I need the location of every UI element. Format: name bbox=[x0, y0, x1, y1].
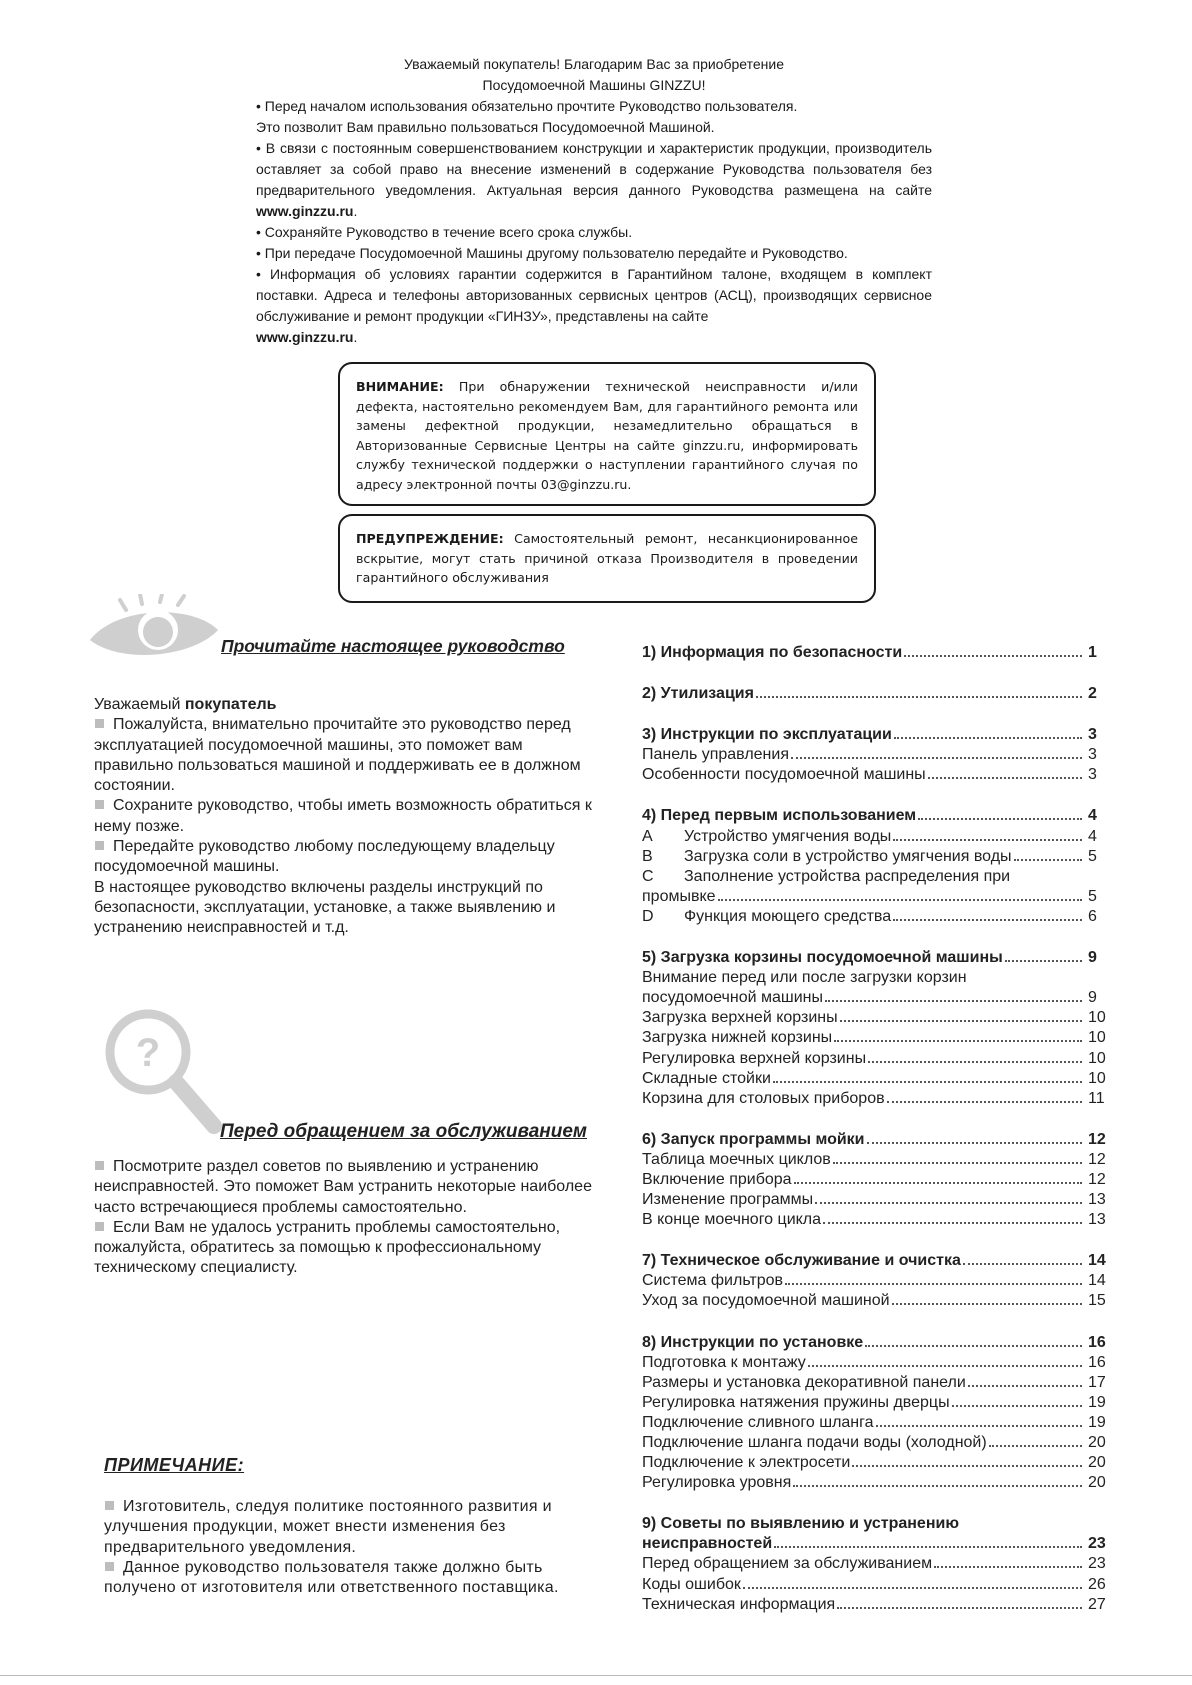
toc-entry-title: Устройство умягчения воды bbox=[684, 827, 892, 845]
toc-page-number: 13 bbox=[1088, 1191, 1106, 1209]
toc-dot-leader bbox=[834, 1040, 1082, 1042]
toc-dot-leader bbox=[963, 1263, 1082, 1265]
read-greeting: Уважаемый покупатель bbox=[94, 696, 277, 713]
toc-page-number: 14 bbox=[1088, 1272, 1106, 1290]
toc-dot-leader bbox=[840, 1020, 1082, 1022]
toc-entry-title: Загрузка соли в устройство умягчения воды bbox=[684, 847, 1012, 865]
toc-dot-leader bbox=[825, 1000, 1082, 1002]
toc-section-heading[interactable] bbox=[642, 644, 1116, 664]
toc-group bbox=[642, 726, 1116, 786]
note-bullet-1: Изготовитель, следуя политике постоянного развития и улучшения продукции, может внести изменения без предварительного уведомления. bbox=[104, 1498, 552, 1556]
warning-box bbox=[338, 514, 876, 603]
toc-page-number: 20 bbox=[1088, 1434, 1106, 1451]
toc-group bbox=[642, 1334, 1116, 1495]
toc-page-number: 4 bbox=[1088, 807, 1097, 825]
toc-group bbox=[642, 685, 1116, 705]
toc-page-number: 17 bbox=[1088, 1373, 1106, 1391]
toc-dot-leader bbox=[887, 1101, 1082, 1103]
toc-entry-title: Корзина для столовых приборов bbox=[642, 1089, 885, 1107]
toc-dot-leader bbox=[894, 737, 1082, 739]
toc-entry-title: 7) Техническое обслуживание и очистка bbox=[642, 1252, 961, 1270]
toc-entry-title: 3) Инструкции по эксплуатации bbox=[642, 726, 892, 744]
toc-entry-title: Подключение к электросети bbox=[642, 1454, 851, 1472]
toc-section-heading[interactable] bbox=[642, 726, 1116, 746]
intro-p2: • В связи с постоянным совершенствованием конструкции и характеристик продукции, производитель оставляет за собой право на внесение изменений в содержание Руководства пользователя без предварительного уведомления. Актуальная версия данного Руководства размещена на сайте www.ginzzu.ru. bbox=[256, 140, 932, 219]
site-link[interactable]: www.ginzzu.ru bbox=[256, 329, 354, 345]
warning-text: Самостоятельный ремонт, несанкционированное вскрытие, могут стать причиной отказа Производителя в проведении гарантийного обслуживания bbox=[356, 531, 858, 585]
toc-entry[interactable] bbox=[642, 1292, 1116, 1312]
toc-entry[interactable] bbox=[642, 1009, 1116, 1029]
toc-page-number: 19 bbox=[1088, 1393, 1106, 1411]
toc-page-number: 12 bbox=[1088, 1170, 1106, 1188]
toc-dot-leader bbox=[774, 1546, 1082, 1548]
toc-entry[interactable] bbox=[642, 1211, 1116, 1231]
toc-dot-leader bbox=[918, 818, 1082, 820]
read-bullet-3: Передайте руководство любому последующему владельцу посудомоечной машины. bbox=[94, 838, 555, 876]
toc-dot-leader bbox=[833, 1162, 1082, 1164]
intro-p1a: • Перед началом использования обязательно прочтите Руководство пользователя. bbox=[256, 98, 798, 114]
toc-entry-title: промывке bbox=[642, 887, 716, 905]
toc-entry-title: Загрузка нижней корзины bbox=[642, 1029, 833, 1047]
toc-section-heading[interactable] bbox=[642, 1515, 1116, 1535]
toc-entry[interactable] bbox=[642, 1354, 1116, 1374]
toc-page-number: 10 bbox=[1088, 1029, 1106, 1047]
toc-page-number: 11 bbox=[1088, 1089, 1105, 1107]
toc-dot-leader bbox=[934, 1566, 1082, 1568]
toc-page-number: 12 bbox=[1088, 1130, 1106, 1148]
toc-dot-leader bbox=[823, 1222, 1082, 1224]
attention-box bbox=[338, 362, 876, 506]
greeting-line-1: Уважаемый покупатель! Благодарим Вас за приобретение bbox=[404, 56, 784, 72]
toc-page-number: 12 bbox=[1088, 1150, 1106, 1168]
toc-entry[interactable] bbox=[642, 1576, 1116, 1596]
toc-group bbox=[642, 1252, 1116, 1312]
toc-page-number: 20 bbox=[1088, 1474, 1106, 1492]
toc-entry[interactable] bbox=[642, 1151, 1116, 1171]
toc-dot-leader bbox=[893, 919, 1082, 921]
toc-entry[interactable] bbox=[642, 1171, 1116, 1191]
toc-entry[interactable] bbox=[642, 1474, 1116, 1494]
toc-entry-title: Изменение программы bbox=[642, 1191, 814, 1209]
toc-entry-title: Заполнение устройства распределения при bbox=[684, 867, 1011, 885]
toc-dot-leader bbox=[989, 1445, 1082, 1447]
toc-entry[interactable] bbox=[642, 888, 1116, 908]
toc-entry-title: Регулировка натяжения пружины дверцы bbox=[642, 1393, 950, 1411]
toc-entry-letter: D bbox=[642, 907, 654, 925]
toc-group bbox=[642, 949, 1116, 1110]
toc-page-number: 20 bbox=[1088, 1454, 1106, 1472]
toc-dot-leader bbox=[868, 1061, 1082, 1063]
toc-entry-title: Коды ошибок bbox=[642, 1575, 741, 1593]
toc-dot-leader bbox=[815, 1202, 1082, 1204]
toc-page-number: 23 bbox=[1088, 1535, 1106, 1553]
toc-entry[interactable] bbox=[642, 1090, 1116, 1110]
svg-text:?: ? bbox=[135, 1031, 161, 1075]
toc-entry[interactable] bbox=[642, 1070, 1116, 1090]
toc-group bbox=[642, 644, 1116, 664]
toc-page-number: 10 bbox=[1088, 1069, 1106, 1087]
toc-entry-title: Функция моющего средства bbox=[684, 907, 892, 925]
toc-page-number: 13 bbox=[1088, 1211, 1106, 1229]
toc-page-number: 23 bbox=[1088, 1555, 1106, 1573]
site-link[interactable]: www.ginzzu.ru bbox=[256, 203, 354, 219]
toc-dot-leader bbox=[968, 1385, 1082, 1387]
service-section-text bbox=[94, 1157, 614, 1279]
read-bullet-2: Сохраните руководство, чтобы иметь возможность обратиться к нему позже. bbox=[94, 797, 592, 835]
toc-entry-title: Панель управления bbox=[642, 746, 789, 764]
magnifier-question-icon bbox=[104, 1006, 224, 1136]
toc-page-number: 5 bbox=[1088, 847, 1097, 865]
warning-label: ПРЕДУПРЕЖДЕНИЕ: bbox=[356, 531, 504, 546]
read-section-text bbox=[94, 695, 594, 939]
intro-p3: • Сохраняйте Руководство в течение всего срока службы. bbox=[256, 224, 633, 240]
toc-group bbox=[642, 807, 1116, 928]
toc-page-number: 3 bbox=[1088, 726, 1097, 744]
toc-group bbox=[642, 1515, 1116, 1615]
toc-dot-leader bbox=[852, 1465, 1082, 1467]
read-bullet-1: Пожалуйста, внимательно прочитайте это руководство перед эксплуатацией посудомоечной машины, это поможет вам правильно пользоваться машиной и поддерживать ее в должном состоянии. bbox=[94, 716, 581, 795]
toc-dot-leader bbox=[904, 655, 1082, 657]
toc-dot-leader bbox=[893, 839, 1082, 841]
toc-page-number: 2 bbox=[1088, 685, 1097, 703]
toc-entry-title: Регулировка верхней корзины bbox=[642, 1049, 867, 1067]
toc-entry[interactable] bbox=[642, 1029, 1116, 1049]
toc-entry-title: 9) Советы по выявлению и устранению bbox=[642, 1515, 959, 1533]
toc-entry-title: Особенности посудомоечной машины bbox=[642, 766, 926, 784]
toc-entry-title: Подготовка к монтажу bbox=[642, 1353, 806, 1371]
toc-section-heading[interactable] bbox=[642, 1535, 1116, 1555]
toc-section-heading[interactable] bbox=[642, 685, 1116, 705]
toc-page-number: 9 bbox=[1088, 949, 1097, 967]
toc-entry-title: посудомоечной машины bbox=[642, 989, 823, 1007]
toc-entry-title: 4) Перед первым использованием bbox=[642, 807, 917, 825]
read-p4: В настоящее руководство включены разделы инструкций по безопасности, эксплуатации, установке, а также выявлению и устранению неисправностей и т.д. bbox=[94, 878, 556, 937]
toc-page-number: 14 bbox=[1088, 1252, 1106, 1270]
toc-entry[interactable] bbox=[642, 1191, 1116, 1211]
toc-entry-letter: A bbox=[642, 827, 653, 845]
toc-page-number: 3 bbox=[1088, 746, 1097, 764]
toc-dot-leader bbox=[867, 1142, 1082, 1144]
attention-label: ВНИМАНИЕ: bbox=[356, 379, 444, 394]
toc-page-number: 15 bbox=[1088, 1292, 1106, 1310]
toc-entry[interactable] bbox=[642, 1555, 1116, 1575]
toc-section-heading[interactable] bbox=[642, 807, 1116, 827]
service-bullet-1: Посмотрите раздел советов по выявлению и устранению неисправностей. Это поможет Вам устранить некоторые наиболее часто встречающиеся проблемы самостоятельно. bbox=[94, 1158, 592, 1216]
toc-entry[interactable] bbox=[642, 1394, 1116, 1414]
toc-group bbox=[642, 1131, 1116, 1231]
toc-dot-leader bbox=[892, 1303, 1082, 1305]
toc-entry[interactable] bbox=[642, 848, 1116, 868]
toc-section-heading[interactable] bbox=[642, 1334, 1116, 1354]
toc-entry-title: Размеры и установка декоративной панели bbox=[642, 1373, 966, 1391]
toc-entry-title: Перед обращением за обслуживанием bbox=[642, 1555, 933, 1573]
toc-dot-leader bbox=[743, 1587, 1082, 1589]
toc-entry-title: Регулировка уровня bbox=[642, 1474, 792, 1492]
toc-entry-title: Таблица моечных циклов bbox=[642, 1150, 831, 1168]
toc-entry-title: 5) Загрузка корзины посудомоечной машины bbox=[642, 949, 1003, 967]
toc-dot-leader bbox=[794, 1182, 1082, 1184]
toc-page-number: 27 bbox=[1088, 1595, 1106, 1613]
toc-entry-title: Система фильтров bbox=[642, 1272, 784, 1290]
toc-dot-leader bbox=[808, 1365, 1082, 1367]
toc-entry-title: неисправностей bbox=[642, 1535, 773, 1553]
table-of-contents bbox=[642, 644, 1116, 1637]
greeting-line-2: Посудомоечной Машины GINZZU! bbox=[482, 77, 706, 93]
toc-dot-leader bbox=[793, 1485, 1082, 1487]
toc-entry[interactable] bbox=[642, 766, 1116, 786]
toc-entry-title: 6) Запуск программы мойки bbox=[642, 1130, 865, 1148]
toc-entry-title: 8) Инструкции по установке bbox=[642, 1333, 864, 1351]
toc-dot-leader bbox=[952, 1405, 1082, 1407]
toc-entry-title: 1) Информация по безопасности bbox=[642, 644, 903, 661]
intro-block bbox=[256, 54, 932, 348]
note-section-text bbox=[104, 1497, 590, 1598]
toc-page-number: 4 bbox=[1088, 827, 1097, 845]
toc-entry[interactable] bbox=[642, 1414, 1116, 1434]
toc-entry-title: Складные стойки bbox=[642, 1069, 771, 1087]
toc-entry[interactable] bbox=[642, 868, 1116, 888]
toc-section-heading[interactable] bbox=[642, 949, 1116, 969]
toc-entry-title: Внимание перед или после загрузки корзин bbox=[642, 969, 967, 987]
toc-dot-leader bbox=[1014, 859, 1082, 861]
toc-dot-leader bbox=[876, 1425, 1082, 1427]
eye-icon bbox=[86, 594, 222, 666]
toc-page-number: 6 bbox=[1088, 907, 1097, 925]
toc-entry-title: Техническая информация bbox=[642, 1595, 836, 1613]
toc-entry[interactable] bbox=[642, 989, 1116, 1009]
toc-entry[interactable] bbox=[642, 746, 1116, 766]
toc-dot-leader bbox=[785, 1283, 1082, 1285]
toc-dot-leader bbox=[791, 757, 1082, 759]
service-section-title: Перед обращением за обслуживанием bbox=[220, 1121, 587, 1142]
toc-dot-leader bbox=[718, 899, 1082, 901]
toc-entry-title: 2) Утилизация bbox=[642, 685, 754, 703]
toc-dot-leader bbox=[756, 696, 1082, 698]
toc-entry-title: Подключение шланга подачи воды (холодной) bbox=[642, 1434, 987, 1451]
note-section-title: ПРИМЕЧАНИЕ: bbox=[104, 1455, 245, 1475]
toc-dot-leader bbox=[928, 777, 1082, 779]
toc-page-number: 16 bbox=[1088, 1353, 1106, 1371]
intro-p1b: Это позволит Вам правильно пользоваться Посудомоечной Машиной. bbox=[256, 119, 715, 135]
toc-section-heading[interactable] bbox=[642, 1131, 1116, 1151]
service-bullet-2: Если Вам не удалось устранить проблемы самостоятельно, пожалуйста, обратитесь за помощью к профессиональному техническому специалисту. bbox=[94, 1218, 561, 1277]
page-bottom-divider bbox=[0, 1675, 1192, 1676]
intro-p4: • При передаче Посудомоечной Машины другому пользователю передайте и Руководство. bbox=[256, 245, 848, 261]
intro-p5: • Информация об условиях гарантии содержится в Гарантийном талоне, входящем в комплект поставки. Адреса и телефоны авторизованных сервисных центров (АСЦ), производящих сервисное обслуживание и ремонт продукции «ГИНЗУ», представлены на сайте www.ginzzu.ru. bbox=[256, 266, 932, 345]
toc-entry-title: Уход за посудомоечной машиной bbox=[642, 1292, 890, 1310]
toc-dot-leader bbox=[773, 1081, 1082, 1083]
toc-page-number: 9 bbox=[1088, 989, 1097, 1007]
attention-text: При обнаружении технической неисправности и/или дефекта, настоятельно рекомендуем Вам, для гарантийного ремонта или замены дефектной продукции, незамедлительно обращаться в Авторизованные Сервисные Центры на сайте ginzzu.ru, информировать службу технической поддержки о наступлении гарантийного случая по адресу электронной почты 03@ginzzu.ru. bbox=[356, 379, 858, 492]
toc-page-number: 5 bbox=[1088, 887, 1097, 905]
toc-entry[interactable] bbox=[642, 1596, 1116, 1616]
toc-dot-leader bbox=[1005, 960, 1082, 962]
toc-page-number: 1 bbox=[1088, 644, 1097, 661]
toc-page-number: 10 bbox=[1088, 1009, 1106, 1027]
toc-entry[interactable] bbox=[642, 1272, 1116, 1292]
toc-entry[interactable] bbox=[642, 1454, 1116, 1474]
toc-entry-title: Подключение сливного шланга bbox=[642, 1413, 874, 1431]
toc-page-number: 10 bbox=[1088, 1049, 1106, 1067]
toc-page-number: 26 bbox=[1088, 1575, 1106, 1593]
toc-page-number: 19 bbox=[1088, 1413, 1106, 1431]
toc-page-number: 3 bbox=[1088, 766, 1097, 784]
toc-entry[interactable] bbox=[642, 1374, 1116, 1394]
toc-entry[interactable] bbox=[642, 828, 1116, 848]
toc-page-number: 16 bbox=[1088, 1333, 1106, 1351]
note-bullet-2: Данное руководство пользователя также должно быть получено от изготовителя или ответственного поставщика. bbox=[104, 1558, 559, 1597]
toc-entry-letter: C bbox=[642, 867, 654, 885]
read-section-title: Прочитайте настоящее руководство bbox=[221, 636, 565, 656]
toc-entry[interactable] bbox=[642, 1434, 1116, 1454]
toc-entry-title: В конце моечного цикла bbox=[642, 1211, 822, 1229]
toc-dot-leader bbox=[865, 1345, 1082, 1347]
toc-entry[interactable] bbox=[642, 908, 1116, 928]
toc-entry-title: Загрузка верхней корзины bbox=[642, 1009, 838, 1027]
toc-entry[interactable] bbox=[642, 969, 1116, 989]
toc-dot-leader bbox=[837, 1607, 1082, 1609]
toc-section-heading[interactable] bbox=[642, 1252, 1116, 1272]
toc-entry[interactable] bbox=[642, 1050, 1116, 1070]
toc-entry-title: Включение прибора bbox=[642, 1170, 792, 1188]
toc-entry-letter: B bbox=[642, 847, 653, 865]
